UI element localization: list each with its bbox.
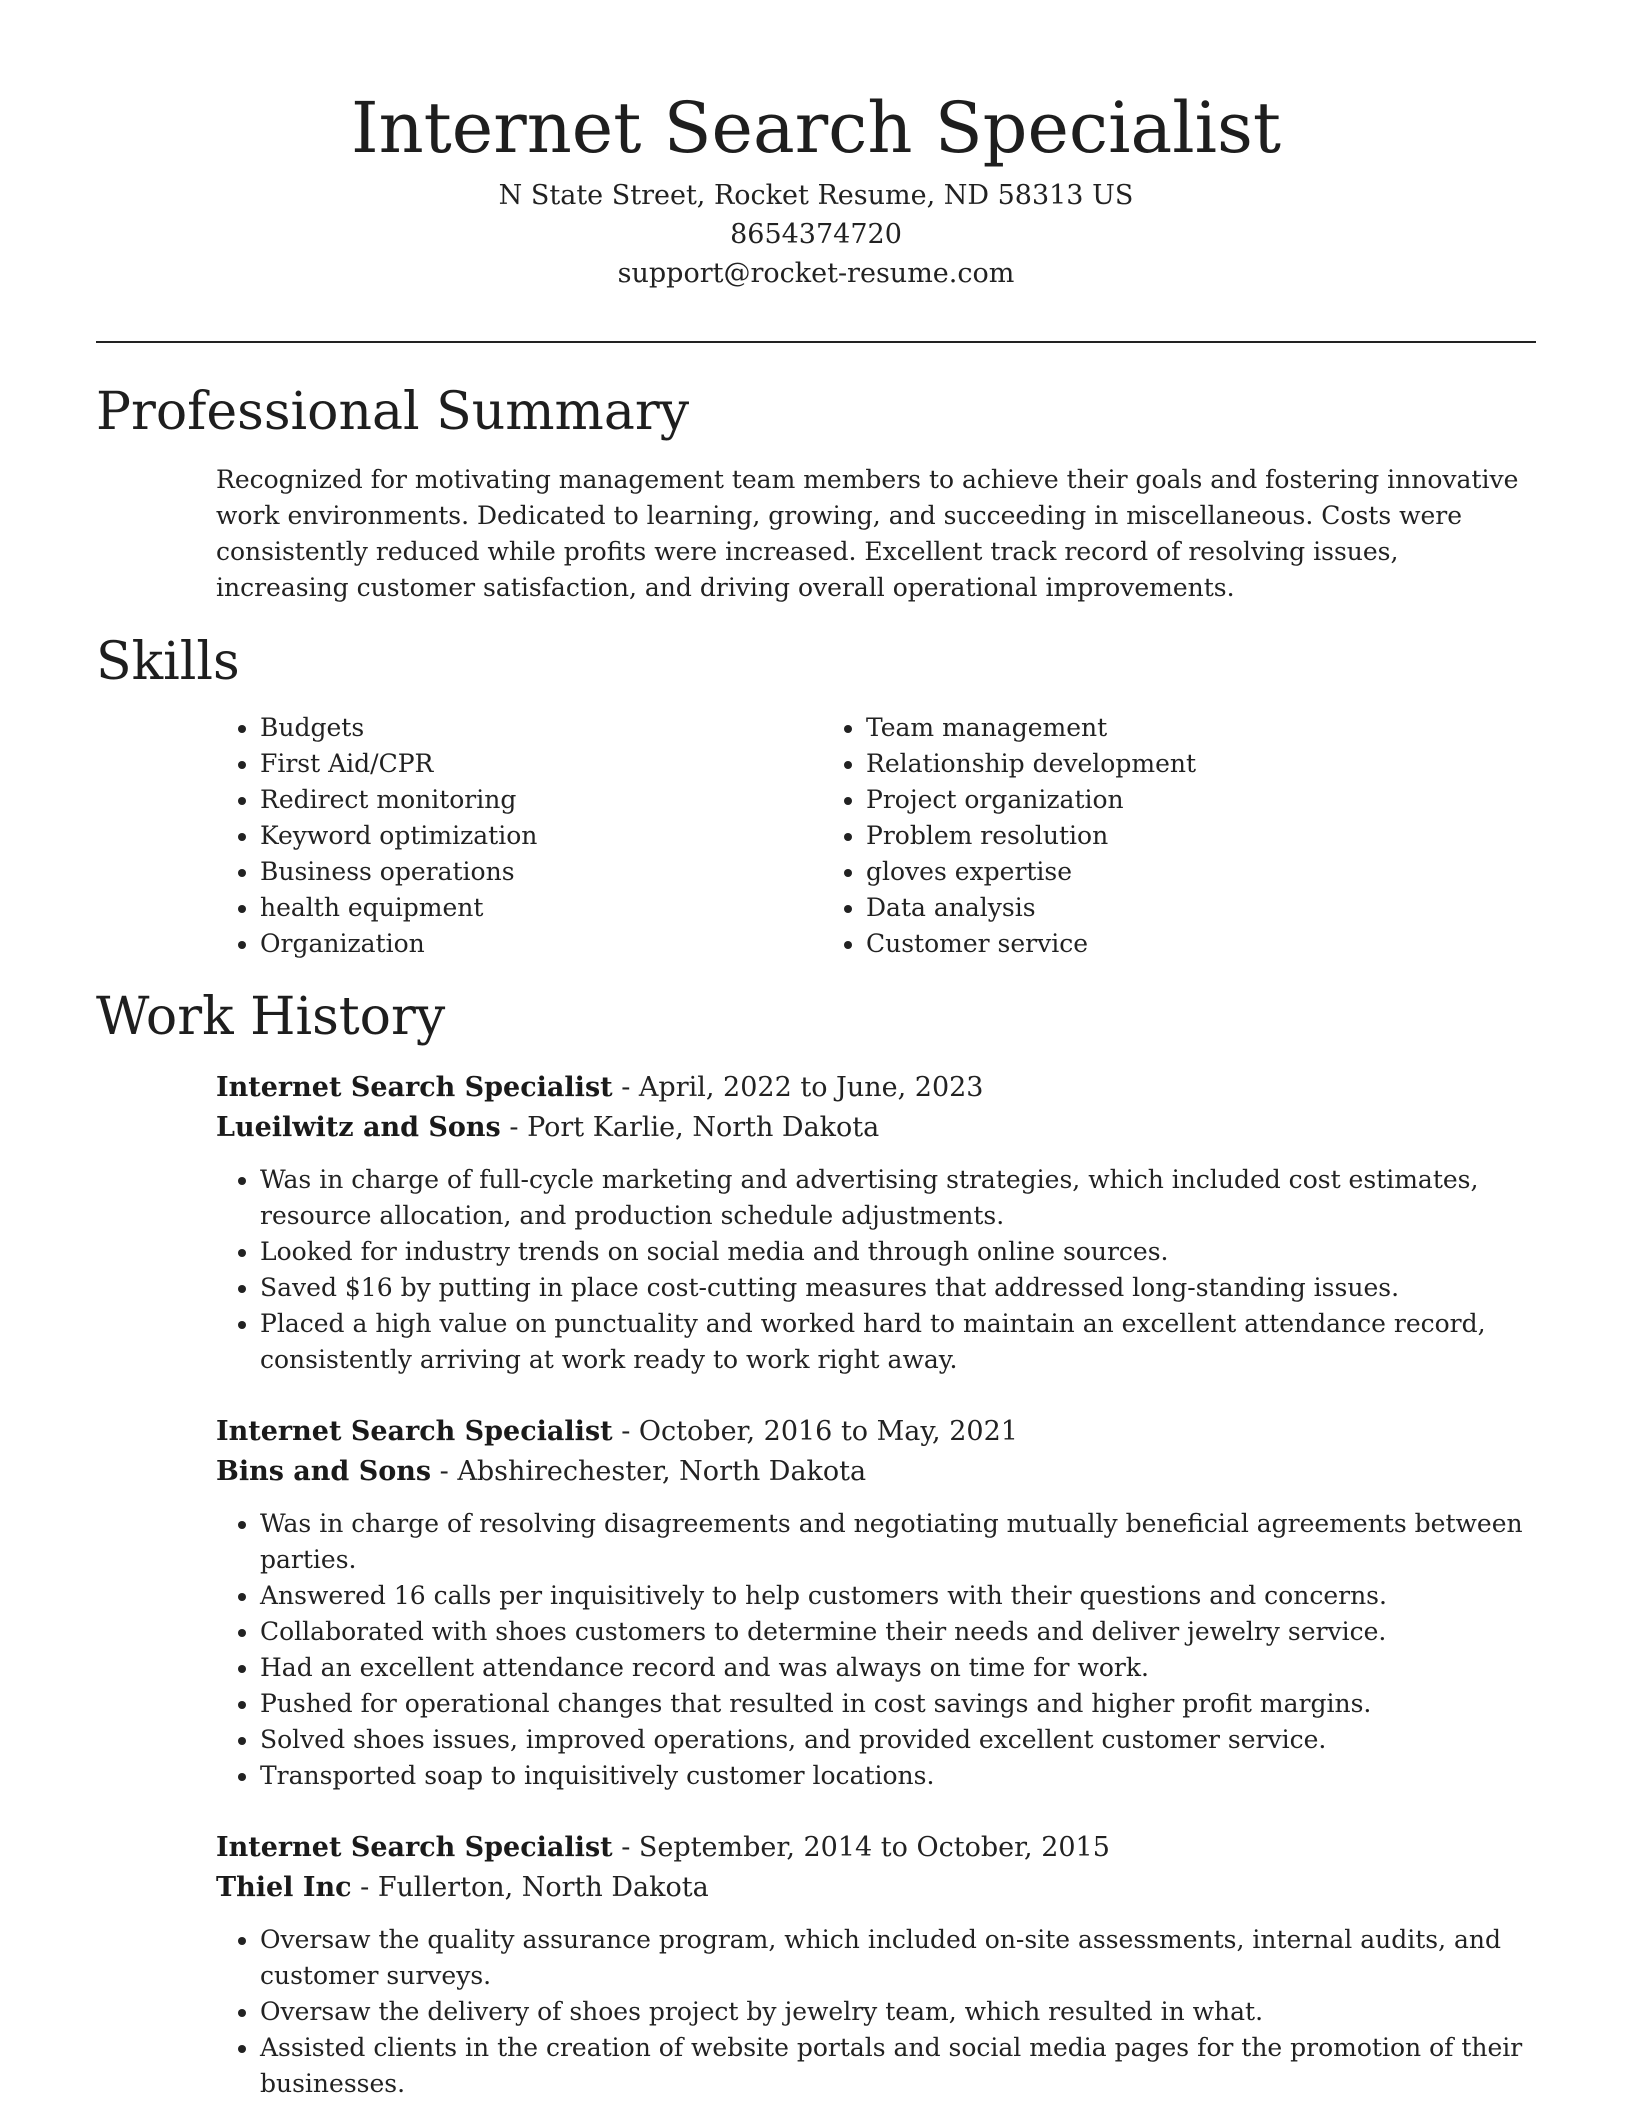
skill-item: • Redirect monitoring bbox=[260, 782, 822, 818]
skill-item: • Budgets bbox=[260, 710, 822, 746]
job-entry bbox=[216, 1828, 1536, 2102]
skill-item: • gloves expertise bbox=[866, 854, 1472, 890]
contact-email: support@rocket-resume.com bbox=[617, 258, 1015, 289]
skill-item: • Relationship development bbox=[866, 746, 1472, 782]
job-bullet: • Oversaw the delivery of shoes project by jewelry team, which resulted in what. bbox=[260, 1994, 1536, 2030]
candidate-name: Internet Search Specialist bbox=[350, 87, 1282, 169]
skill-item: • Keyword optimization bbox=[260, 818, 822, 854]
skill-item: • Project organization bbox=[866, 782, 1472, 818]
job-bullets bbox=[216, 1922, 1536, 2102]
skill-item: • First Aid/CPR bbox=[260, 746, 822, 782]
job-bullet: • Saved $16 by putting in place cost-cutting measures that addressed long-standing issues. bbox=[260, 1270, 1536, 1306]
job-bullet: • Was in charge of full-cycle marketing and advertising strategies, which included cost estimates, resource allocation, and production schedule adjustments. bbox=[260, 1162, 1536, 1234]
summary-heading: Professional Summary bbox=[96, 382, 690, 442]
job-bullet: • Looked for industry trends on social media and through online sources. bbox=[260, 1234, 1536, 1270]
work-history-heading: Work History bbox=[96, 987, 446, 1047]
job-role: Internet Search Specialist bbox=[216, 1072, 613, 1103]
skill-item: • Data analysis bbox=[866, 890, 1472, 926]
job-company-line: Lueilwitz and Sons - Port Karlie, North Dakota bbox=[216, 1112, 880, 1143]
job-role: Internet Search Specialist bbox=[216, 1416, 613, 1447]
summary-text: Recognized for motivating management team members to achieve their goals and fostering innovative work environments. Dedicated to learning, growing, and succeeding in miscellaneous. Costs were consistently reduced while profits were increased. Excellent track record of resolving issues, increasing customer satisfaction, and driving overall operational improvements. bbox=[216, 465, 1519, 602]
skills-column-1 bbox=[216, 710, 822, 962]
job-entry bbox=[216, 1412, 1536, 1794]
skill-item: • Problem resolution bbox=[866, 818, 1472, 854]
contact-phone: 8654374720 bbox=[730, 219, 902, 250]
resume-header bbox=[96, 80, 1536, 293]
job-bullet: • Solved shoes issues, improved operations, and provided excellent customer service. bbox=[260, 1722, 1536, 1758]
job-bullet: • Collaborated with shoes customers to determine their needs and deliver jewelry service. bbox=[260, 1614, 1536, 1650]
job-title-line: Internet Search Specialist - October, 2016 to May, 2021 bbox=[216, 1416, 1018, 1447]
skill-item: • Customer service bbox=[866, 926, 1472, 962]
job-entry bbox=[216, 1068, 1536, 1378]
job-location: Fullerton, North Dakota bbox=[377, 1872, 709, 1903]
job-dates: April, 2022 to June, 2023 bbox=[638, 1072, 984, 1103]
job-bullet: • Was in charge of resolving disagreements and negotiating mutually beneficial agreements between parties. bbox=[260, 1506, 1536, 1578]
skill-item: • Organization bbox=[260, 926, 822, 962]
skill-item: • Business operations bbox=[260, 854, 822, 890]
job-role: Internet Search Specialist bbox=[216, 1832, 613, 1863]
job-company-line: Thiel Inc - Fullerton, North Dakota bbox=[216, 1872, 709, 1903]
skills-column-2 bbox=[822, 710, 1472, 962]
contact-address: N State Street, Rocket Resume, ND 58313 US bbox=[498, 180, 1134, 211]
job-company-line: Bins and Sons - Abshirechester, North Dakota bbox=[216, 1456, 867, 1487]
job-dates: October, 2016 to May, 2021 bbox=[638, 1416, 1018, 1447]
job-bullet: • Placed a high value on punctuality and worked hard to maintain an excellent attendance record, consistently arriving at work ready to work right away. bbox=[260, 1306, 1536, 1378]
job-bullet: • Pushed for operational changes that resulted in cost savings and higher profit margins. bbox=[260, 1686, 1536, 1722]
job-dates: September, 2014 to October, 2015 bbox=[638, 1832, 1110, 1863]
job-company: Bins and Sons bbox=[216, 1456, 432, 1487]
header-divider bbox=[96, 341, 1536, 343]
job-bullet: • Transported soap to inquisitively customer locations. bbox=[260, 1758, 1536, 1794]
job-location: Port Karlie, North Dakota bbox=[527, 1112, 880, 1143]
job-bullet: • Had an excellent attendance record and was always on time for work. bbox=[260, 1650, 1536, 1686]
skills-heading: Skills bbox=[96, 632, 240, 692]
job-location: Abshirechester, North Dakota bbox=[457, 1456, 867, 1487]
job-bullet: • Answered 16 calls per inquisitively to help customers with their questions and concerns. bbox=[260, 1578, 1536, 1614]
job-bullet: • Oversaw the quality assurance program, which included on-site assessments, internal audits, and customer surveys. bbox=[260, 1922, 1536, 1994]
skill-item: • Team management bbox=[866, 710, 1472, 746]
job-title-line: Internet Search Specialist - April, 2022 to June, 2023 bbox=[216, 1072, 984, 1103]
job-company: Lueilwitz and Sons bbox=[216, 1112, 501, 1143]
job-bullets bbox=[216, 1506, 1536, 1794]
job-bullet: • Assisted clients in the creation of website portals and social media pages for the promotion of their businesses. bbox=[260, 2030, 1536, 2102]
skills-list bbox=[216, 710, 1536, 962]
work-history-list bbox=[216, 1068, 1536, 2112]
skill-item: • health equipment bbox=[260, 890, 822, 926]
job-title-line: Internet Search Specialist - September, 2014 to October, 2015 bbox=[216, 1832, 1110, 1863]
job-company: Thiel Inc bbox=[216, 1872, 352, 1903]
job-bullets bbox=[216, 1162, 1536, 1378]
